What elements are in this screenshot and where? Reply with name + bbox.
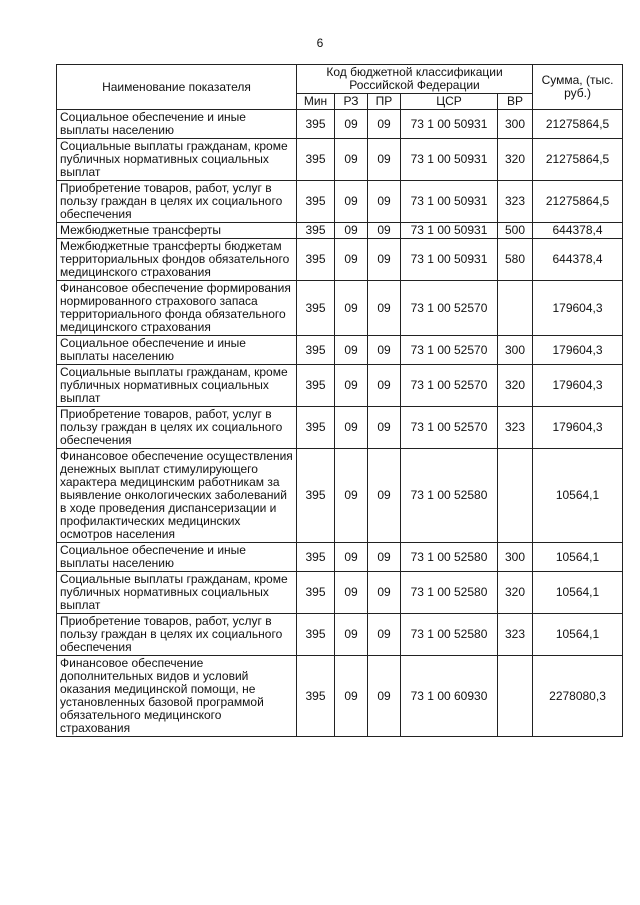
row-min: 395 <box>297 336 335 365</box>
row-vr <box>498 281 533 336</box>
page-number: 6 <box>316 36 324 50</box>
table-row <box>57 572 623 614</box>
row-vr: 320 <box>498 572 533 614</box>
row-name: Социальные выплаты гражданам, кроме публичных нормативных социальных выплат <box>57 365 297 407</box>
row-min: 395 <box>297 449 335 543</box>
row-min: 395 <box>297 139 335 181</box>
row-rz: 09 <box>335 572 368 614</box>
table-row <box>57 139 623 181</box>
row-pr: 09 <box>368 656 401 737</box>
table-row <box>57 181 623 223</box>
row-csr: 73 1 00 52570 <box>401 365 498 407</box>
table-row <box>57 281 623 336</box>
header-csr: ЦСР <box>401 94 498 110</box>
row-csr: 73 1 00 50931 <box>401 239 498 281</box>
row-sum: 2278080,3 <box>533 656 623 737</box>
row-rz: 09 <box>335 110 368 139</box>
row-pr: 09 <box>368 614 401 656</box>
row-sum: 644378,4 <box>533 239 623 281</box>
table-row <box>57 223 623 239</box>
row-sum: 21275864,5 <box>533 139 623 181</box>
row-pr: 09 <box>368 181 401 223</box>
row-vr: 300 <box>498 110 533 139</box>
table-body <box>57 110 623 737</box>
row-pr: 09 <box>368 407 401 449</box>
row-csr: 73 1 00 52570 <box>401 281 498 336</box>
row-rz: 09 <box>335 281 368 336</box>
row-name: Социальные выплаты гражданам, кроме публичных нормативных социальных выплат <box>57 572 297 614</box>
row-rz: 09 <box>335 365 368 407</box>
row-vr: 500 <box>498 223 533 239</box>
row-vr: 323 <box>498 614 533 656</box>
row-rz: 09 <box>335 181 368 223</box>
row-csr: 73 1 00 50931 <box>401 110 498 139</box>
table-row <box>57 543 623 572</box>
header-pr: ПР <box>368 94 401 110</box>
row-vr: 323 <box>498 407 533 449</box>
row-vr: 320 <box>498 365 533 407</box>
row-name: Социальное обеспечение и иные выплаты населению <box>57 110 297 139</box>
table-row <box>57 614 623 656</box>
row-sum: 179604,3 <box>533 281 623 336</box>
row-min: 395 <box>297 110 335 139</box>
row-min: 395 <box>297 281 335 336</box>
row-name: Финансовое обеспечение осуществления денежных выплат стимулирующего характера медицинским работникам за выявление онкологических заболеваний в ходе проведения диспансеризации и профилактических медицинских осмотров населения <box>57 449 297 543</box>
table-header <box>57 65 623 110</box>
row-csr: 73 1 00 52580 <box>401 614 498 656</box>
row-csr: 73 1 00 50931 <box>401 139 498 181</box>
row-vr <box>498 449 533 543</box>
row-name: Социальное обеспечение и иные выплаты населению <box>57 336 297 365</box>
row-name: Межбюджетные трансферты бюджетам территориальных фондов обязательного медицинского страхования <box>57 239 297 281</box>
row-csr: 73 1 00 52580 <box>401 543 498 572</box>
row-csr: 73 1 00 60930 <box>401 656 498 737</box>
row-rz: 09 <box>335 239 368 281</box>
row-sum: 10564,1 <box>533 449 623 543</box>
row-min: 395 <box>297 181 335 223</box>
row-vr: 300 <box>498 336 533 365</box>
row-csr: 73 1 00 52580 <box>401 572 498 614</box>
header-code-group: Код бюджетной классификации Российской Федерации <box>297 65 533 94</box>
table-row <box>57 336 623 365</box>
row-name: Финансовое обеспечение формирования нормированного страхового запаса территориального фонда обязательного медицинского страхования <box>57 281 297 336</box>
row-name: Приобретение товаров, работ, услуг в пользу граждан в целях их социального обеспечения <box>57 614 297 656</box>
row-rz: 09 <box>335 407 368 449</box>
row-sum: 10564,1 <box>533 572 623 614</box>
row-min: 395 <box>297 572 335 614</box>
row-vr <box>498 656 533 737</box>
row-min: 395 <box>297 656 335 737</box>
row-pr: 09 <box>368 336 401 365</box>
row-vr: 323 <box>498 181 533 223</box>
row-rz: 09 <box>335 656 368 737</box>
row-pr: 09 <box>368 139 401 181</box>
row-name: Приобретение товаров, работ, услуг в пользу граждан в целях их социального обеспечения <box>57 407 297 449</box>
row-pr: 09 <box>368 365 401 407</box>
row-csr: 73 1 00 52580 <box>401 449 498 543</box>
row-rz: 09 <box>335 614 368 656</box>
row-sum: 10564,1 <box>533 543 623 572</box>
row-csr: 73 1 00 50931 <box>401 223 498 239</box>
row-rz: 09 <box>335 543 368 572</box>
row-min: 395 <box>297 407 335 449</box>
row-sum: 179604,3 <box>533 336 623 365</box>
header-name: Наименование показателя <box>57 65 297 110</box>
row-sum: 10564,1 <box>533 614 623 656</box>
row-csr: 73 1 00 52570 <box>401 336 498 365</box>
row-name: Межбюджетные трансферты <box>57 223 297 239</box>
header-min: Мин <box>297 94 335 110</box>
row-rz: 09 <box>335 336 368 365</box>
row-rz: 09 <box>335 449 368 543</box>
row-min: 395 <box>297 543 335 572</box>
row-csr: 73 1 00 52570 <box>401 407 498 449</box>
row-name: Приобретение товаров, работ, услуг в пользу граждан в целях их социального обеспечения <box>57 181 297 223</box>
row-min: 395 <box>297 239 335 281</box>
row-pr: 09 <box>368 449 401 543</box>
row-pr: 09 <box>368 110 401 139</box>
row-vr: 580 <box>498 239 533 281</box>
row-pr: 09 <box>368 572 401 614</box>
row-vr: 320 <box>498 139 533 181</box>
table-row <box>57 449 623 543</box>
header-vr: ВР <box>498 94 533 110</box>
row-name: Финансовое обеспечение дополнительных видов и условий оказания медицинской помощи, не установленных базовой программой обязательного медицинского страхования <box>57 656 297 737</box>
row-min: 395 <box>297 223 335 239</box>
row-min: 395 <box>297 614 335 656</box>
budget-table <box>56 64 623 737</box>
row-name: Социальное обеспечение и иные выплаты населению <box>57 543 297 572</box>
row-pr: 09 <box>368 543 401 572</box>
table-row <box>57 407 623 449</box>
row-sum: 644378,4 <box>533 223 623 239</box>
table-row <box>57 365 623 407</box>
row-min: 395 <box>297 365 335 407</box>
row-sum: 21275864,5 <box>533 110 623 139</box>
table-row <box>57 239 623 281</box>
table-row <box>57 110 623 139</box>
row-pr: 09 <box>368 281 401 336</box>
row-pr: 09 <box>368 223 401 239</box>
row-vr: 300 <box>498 543 533 572</box>
table-row <box>57 656 623 737</box>
row-pr: 09 <box>368 239 401 281</box>
row-sum: 179604,3 <box>533 407 623 449</box>
header-rz: РЗ <box>335 94 368 110</box>
row-name: Социальные выплаты гражданам, кроме публичных нормативных социальных выплат <box>57 139 297 181</box>
row-sum: 179604,3 <box>533 365 623 407</box>
row-rz: 09 <box>335 223 368 239</box>
row-sum: 21275864,5 <box>533 181 623 223</box>
row-csr: 73 1 00 50931 <box>401 181 498 223</box>
row-rz: 09 <box>335 139 368 181</box>
header-sum: Сумма, (тыс. руб.) <box>533 65 623 110</box>
